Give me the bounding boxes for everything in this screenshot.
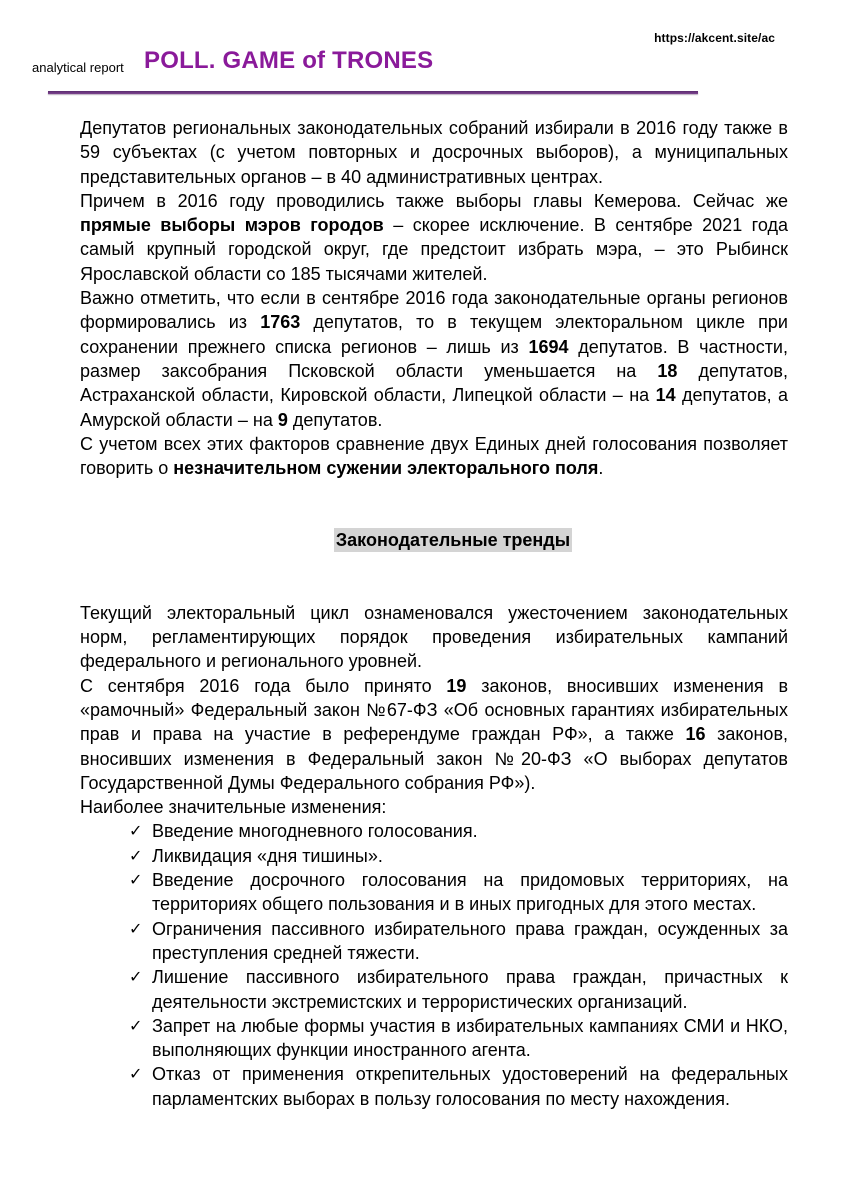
section-heading: Законодательные тренды	[335, 530, 571, 551]
list-item: ✓ Запрет на любые формы участия в избирательных кампаниях СМИ и НКО, выполняющих функции иностранного агента.	[129, 1015, 788, 1061]
paragraph-laws-adopted: С сентября 2016 года было принято 19 законов, вносивших изменения в «рамочный» Федеральный закон №67-ФЗ «Об основных гарантиях избирательных прав и права на участие в референдуме граждан РФ», а также 16 законов, вносивших изменения в Федеральный закон №20-ФЗ «О выборах депутатов Государственной Думы Федерального собрания РФ»).	[80, 675, 789, 793]
list-item: ✓ Отказ от применения открепительных удостоверений на федеральных парламентских выборах в пользу голосования по месту нахождения.	[129, 1064, 788, 1109]
checkmark-icon: ✓	[129, 821, 143, 841]
checkmark-icon: ✓	[129, 1015, 143, 1035]
header-divider	[48, 91, 698, 94]
checkmark-icon: ✓	[129, 845, 143, 865]
paragraph-electoral-cycle: Текущий электоральный цикл ознаменовался ужесточением законодательных норм, регламентирующих порядок проведения избирательных кампаний федерального и регионального уровней.	[80, 602, 788, 672]
checkmark-icon: ✓	[129, 870, 143, 890]
changes-list	[80, 819, 788, 1111]
checkmark-icon: ✓	[129, 918, 143, 938]
paragraph-conclusion: С учетом всех этих факторов сравнение двух Единых дней голосования позволяет говорить о незначительном сужении электорального поля.	[80, 433, 788, 479]
list-item: ✓ Ликвидация «дня тишины».	[129, 844, 788, 868]
source-url[interactable]: https://akcent.site/ac	[654, 31, 775, 45]
checkmark-icon: ✓	[129, 967, 143, 987]
list-item: ✓ Введение досрочного голосования на придомовых территориях, на территориях общего пользования и в иных пригодных для этого местах.	[129, 870, 788, 915]
list-item: ✓ Ограничения пассивного избирательного права граждан, осужденных за преступления средней тяжести.	[129, 918, 788, 963]
document-body	[80, 116, 788, 1111]
paragraph-deputy-counts: Важно отметить, что если в сентябре 2016 года законодательные органы регионов формировались из 1763 депутатов, то в текущем электоральном цикле при сохранении прежнего списка регионов – лишь из 1694 депутатов. В частности, размер заксобрания Псковской области уменьшается на 18 депутатов, Астраханской области, Кировской области, Липецкой области – на 14 депутатов, а Амурской области – на 9 депутатов.	[80, 288, 789, 430]
report-label: analytical report	[32, 60, 124, 75]
report-title: POLL. GAME of TRONES	[144, 47, 434, 74]
list-item: ✓ Введение многодневного голосования.	[129, 819, 788, 843]
paragraph-deputies-2016: Депутатов региональных законодательных собраний избирали в 2016 году также в 59 субъектах (с учетом повторных и досрочных выборов), а муниципальных представительных органов – в 40 административных центрах.	[80, 118, 788, 187]
paragraph-changes-intro: Наиболее значительные изменения:	[80, 797, 387, 818]
checkmark-icon: ✓	[129, 1064, 143, 1084]
list-item: ✓ Лишение пассивного избирательного права граждан, причастных к деятельности экстремистских и террористических организаций.	[129, 967, 788, 1012]
section-heading-wrap	[80, 528, 788, 552]
paragraph-mayor-elections: Причем в 2016 году проводились также выборы главы Кемерова. Сейчас же прямые выборы мэров городов – скорее исключение. В сентябре 2021 года самый крупный городской округ, где предстоит избрать мэра, – это Рыбинск Ярославской области со 185 тысячами жителей.	[80, 190, 788, 284]
